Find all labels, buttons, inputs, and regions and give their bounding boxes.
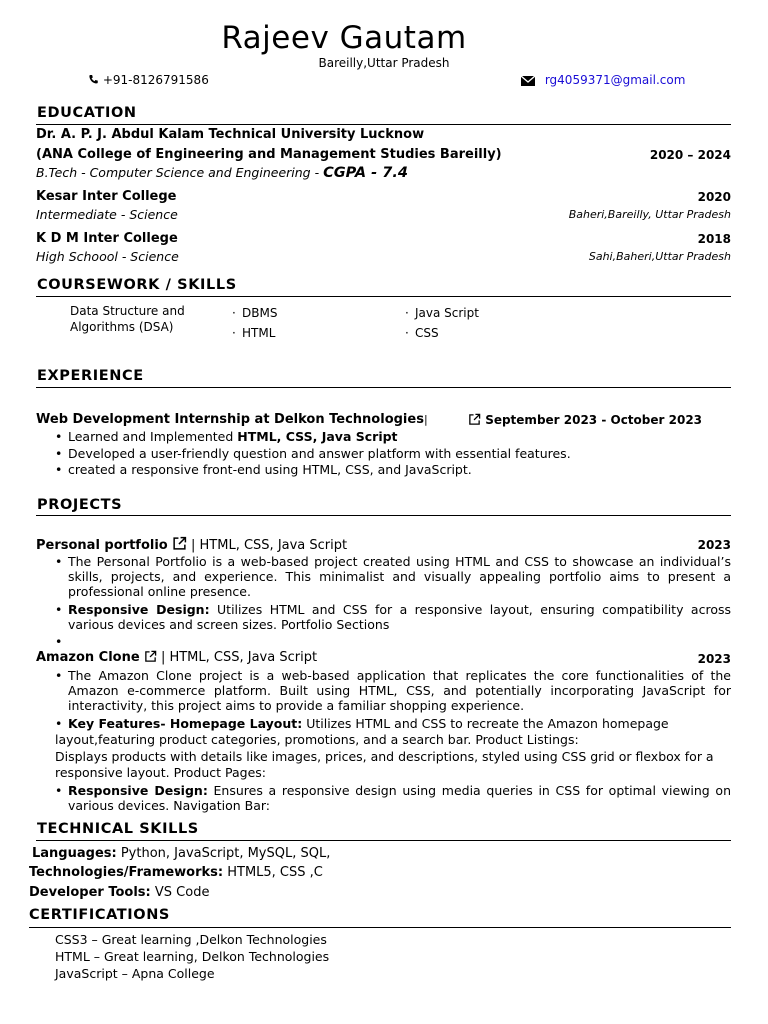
skill-item: · DBMS — [232, 306, 278, 320]
list-item: • The Amazon Clone project is a web-based application that replicates the core functionalities of the Amazon e-commerce platform. Built using HTML, CSS, and potentially incorporating JavaScript for interactivity, this project aims to provide a familiar shopping experience. — [55, 668, 731, 714]
experience-dates-row[interactable] — [468, 413, 702, 427]
list-item — [55, 602, 731, 632]
inter-course: Intermediate - Science — [36, 207, 178, 222]
inter-place: Baheri,Bareilly, Uttar Pradesh — [568, 208, 731, 221]
skill-label: CSS — [415, 326, 439, 340]
inter-college-name: Kesar Inter College — [36, 189, 177, 204]
tools-value: VS Code — [150, 885, 210, 900]
certification-item: CSS3 – Great learning ,Delkon Technologies — [55, 932, 327, 947]
tools-label: Developer Tools: — [29, 885, 151, 900]
skill-item: · HTML — [232, 326, 276, 340]
list-item — [55, 783, 731, 813]
hs-course: High Schoool - Science — [36, 249, 179, 264]
divider — [36, 296, 731, 297]
degree-text: B.Tech - Computer Science and Engineering - — [36, 165, 324, 180]
experience-dates: September 2023 - October 2023 — [485, 413, 703, 427]
inter-year: 2020 — [697, 190, 731, 204]
frameworks-label: Technologies/Frameworks: — [29, 865, 224, 880]
college-years: 2020 – 2024 — [649, 148, 731, 162]
frameworks-row — [29, 865, 323, 880]
bullet-continuation: Displays products with details like images, prices, and descriptions, styled using CSS grid or flexbox for a responsive layout. Product Pages: — [55, 748, 714, 781]
bullet-text: Utilizes HTML and CSS to recreate the Amazon homepage — [302, 715, 669, 731]
email-link[interactable]: rg4059371@gmail.com — [544, 73, 686, 87]
skill-item: · CSS — [405, 326, 439, 340]
external-link-icon[interactable] — [468, 413, 481, 426]
project-amazon-header — [36, 650, 317, 665]
project-amazon-bullets — [55, 668, 731, 813]
divider — [36, 124, 731, 125]
experience-bullets — [55, 429, 735, 479]
cgpa: CGPA - 7.4 — [323, 165, 408, 181]
skill-dsa — [70, 303, 185, 335]
project-tech: | HTML, CSS, Java Script — [191, 538, 348, 553]
list-item: • Developed a user-friendly question and answer platform with essential features. — [55, 446, 735, 463]
bullet-continuation: layout,featuring product categories, promotions, and a search bar. Product Listings: — [55, 732, 579, 748]
bullet-text: Learned and Implemented — [68, 429, 238, 444]
skill-column-3 — [405, 303, 479, 343]
hs-place: Sahi,Baheri,Uttar Pradesh — [588, 250, 731, 263]
skill-column-2 — [232, 303, 277, 343]
bullet-bold: Key Features- Homepage Layout: — [68, 715, 303, 731]
project-year: 2023 — [697, 652, 731, 666]
list-item — [55, 429, 735, 446]
frameworks-value: HTML5, CSS ,C — [223, 865, 323, 880]
skill-label: Java Script — [415, 306, 479, 320]
project-tech: | HTML, CSS, Java Script — [160, 650, 318, 665]
list-item — [55, 716, 731, 782]
project-title: Personal portfolio — [36, 538, 168, 553]
list-item — [55, 634, 731, 649]
email-contact — [521, 73, 685, 87]
project-year: 2023 — [697, 538, 731, 552]
project-portfolio-bullets — [55, 554, 731, 649]
divider — [29, 927, 731, 928]
degree — [36, 165, 408, 181]
section-projects: PROJECTS — [37, 497, 123, 513]
divider — [36, 840, 731, 841]
list-item: • The Personal Portfolio is a web-based project created using HTML and CSS to showcase an individual’s skills, projects, and experience. This minimalist and visually appealing portfolio aims to present a professional online presence. — [55, 554, 731, 600]
certification-item: JavaScript – Apna College — [55, 966, 215, 981]
skill-dsa-line2: Algorithms (DSA) — [70, 320, 174, 334]
bullet-text: Utilizes HTML and CSS for a responsive layout, ensuring compatibility across various devices and screen sizes. Portfolio Sections — [68, 601, 731, 632]
section-technical-skills: TECHNICAL SKILLS — [37, 821, 199, 837]
list-item: • created a responsive front-end using HTML, CSS, and JavaScript. — [55, 462, 735, 479]
divider — [36, 387, 731, 388]
envelope-icon — [521, 75, 535, 86]
bullet-bold: Responsive Design: — [68, 601, 210, 617]
bullet-text: Ensures a responsive design using media queries in CSS for optimal viewing on various devices. Navigation Bar: — [68, 782, 731, 813]
skill-dsa-line1: Data Structure and — [70, 304, 185, 318]
section-certifications: CERTIFICATIONS — [29, 907, 170, 923]
section-education: EDUCATION — [37, 105, 137, 121]
university-name: Dr. A. P. J. Abdul Kalam Technical University Lucknow — [36, 127, 425, 142]
phone-contact — [88, 73, 209, 87]
project-title: Amazon Clone — [36, 650, 140, 665]
languages-value: Python, JavaScript, MySQL, SQL, — [116, 846, 331, 861]
section-coursework: COURSEWORK / SKILLS — [37, 277, 237, 293]
languages-row — [32, 846, 330, 861]
hs-college-name: K D M Inter College — [36, 231, 178, 246]
tools-row — [29, 885, 209, 900]
hs-year: 2018 — [697, 232, 731, 246]
college-name: (ANA College of Engineering and Management Studies Bareilly) — [36, 147, 502, 162]
certification-item: HTML – Great learning, Delkon Technologies — [55, 949, 330, 964]
external-link-icon[interactable] — [172, 536, 187, 551]
bullet-bold: Responsive Design: — [68, 782, 208, 798]
skill-item: · Java Script — [405, 306, 479, 320]
skill-label: DBMS — [242, 306, 278, 320]
phone-icon — [88, 74, 99, 85]
divider — [36, 515, 731, 516]
section-experience: EXPERIENCE — [37, 368, 144, 384]
resume-name: Rajeev Gautam — [221, 20, 467, 56]
languages-label: Languages: — [32, 846, 117, 861]
experience-title: Web Development Internship at Delkon Technologies| — [36, 412, 428, 427]
external-link-icon[interactable] — [144, 650, 157, 663]
bullet-bold: HTML, CSS, Java Script — [237, 429, 398, 444]
phone-number: +91-8126791586 — [102, 73, 209, 87]
experience-title-text: Web Development Internship at Delkon Technologies — [36, 412, 424, 427]
skill-label: HTML — [242, 326, 276, 340]
certifications-list — [55, 931, 329, 982]
location: Bareilly,Uttar Pradesh — [318, 56, 450, 70]
project-portfolio-header — [36, 536, 347, 553]
